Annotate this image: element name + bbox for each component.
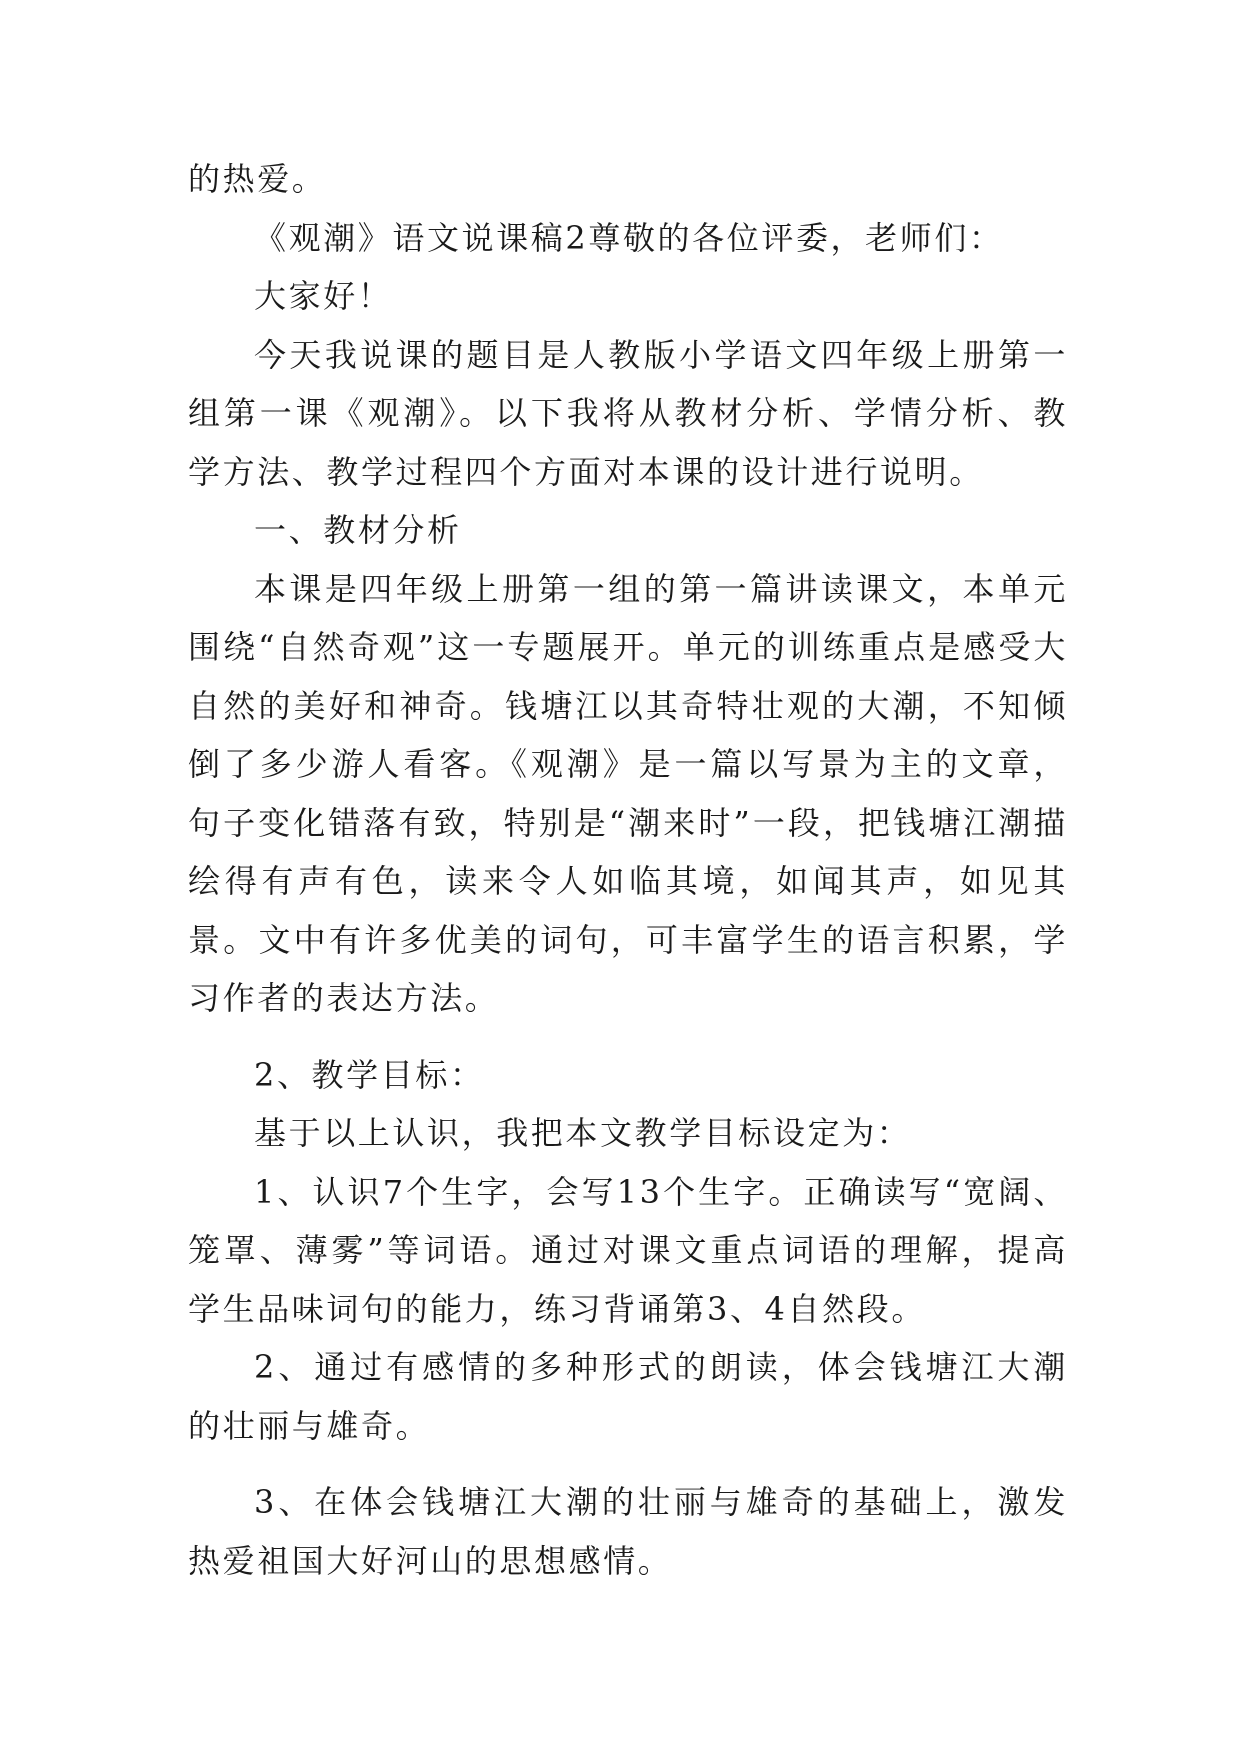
paragraph-lesson-title: 《观潮》语文说课稿2尊敬的各位评委，老师们： [254, 218, 1004, 257]
paragraph-continuation: 的热爱。 [188, 160, 327, 198]
section-heading-material-analysis: 一、教材分析 [254, 511, 462, 549]
document-body [188, 150, 1068, 1590]
paragraph-introduction: 今天我说课的题目是人教版小学语文四年级上册第一组第一课《观潮》。以下我将从教材分析、学情分析、教学方法、教学过程四个方面对本课的设计进行说明。 [188, 335, 1068, 491]
goal-item-1: 1、认识7个生字，会写13个生字。正确读写“宽阔、笼罩、薄雾”等词语。通过对课文重点词语的理解，提高学生品味词句的能力，练习背诵第3、4自然段。 [188, 1172, 1068, 1328]
paragraph-greeting: 大家好！ [254, 277, 393, 315]
goal-item-3: 3、在体会钱塘江大潮的壮丽与雄奇的基础上，激发热爱祖国大好河山的思想感情。 [188, 1483, 1068, 1580]
paragraph-material-analysis: 本课是四年级上册第一组的第一篇讲读课文，本单元围绕“自然奇观”这一专题展开。单元的训练重点是感受大自然的美好和神奇。钱塘江以其奇特壮观的大潮，不知倾倒了多少游人看客。《观潮》是一篇以写景为主的文章，句子变化错落有致，特别是“潮来时”一段，把钱塘江潮描绘得有声有色，读来令人如临其境，如闻其声，如见其景。文中有许多优美的词句，可丰富学生的语言积累，学习作者的表达方法。 [188, 569, 1068, 1017]
paragraph-goals-intro: 基于以上认识，我把本文教学目标设定为： [254, 1114, 912, 1152]
goal-item-2: 2、通过有感情的多种形式的朗读，体会钱塘江大潮的壮丽与雄奇。 [188, 1348, 1068, 1445]
section-heading-teaching-goals: 2、教学目标： [254, 1055, 485, 1094]
